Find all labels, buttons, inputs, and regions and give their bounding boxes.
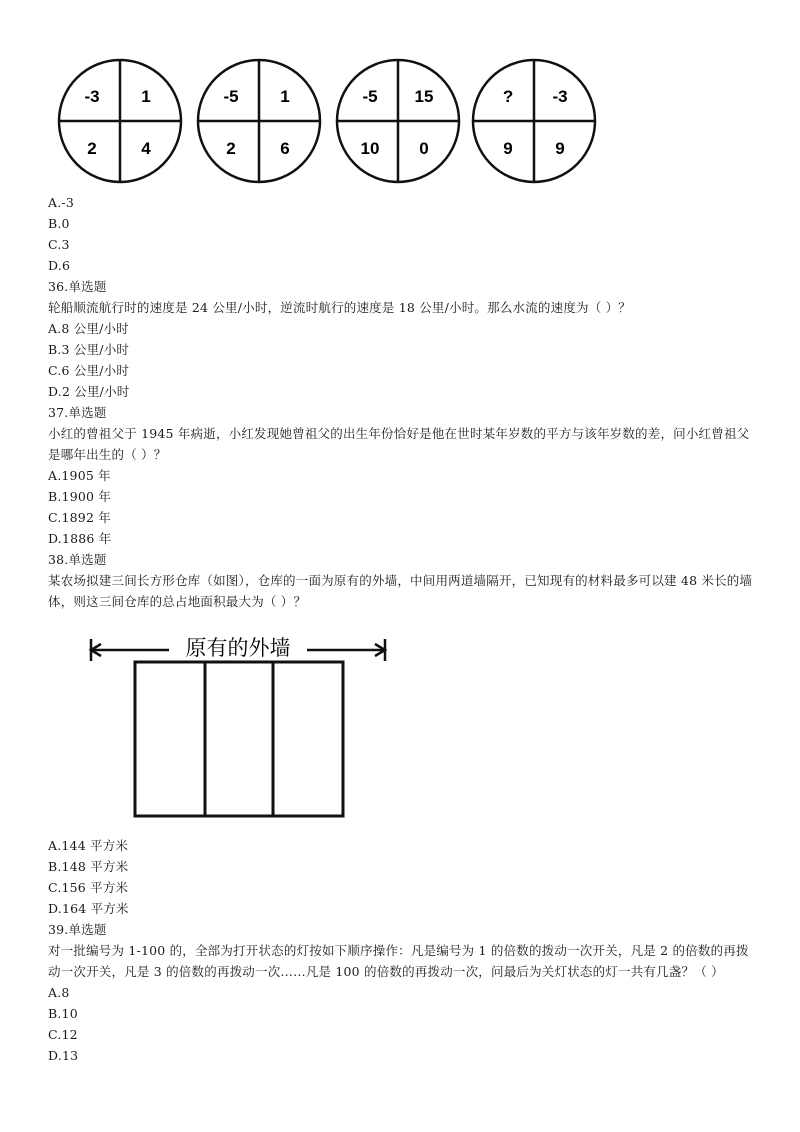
wall-label: 原有的外墙 bbox=[185, 636, 291, 660]
circle-2-top-left: -5 bbox=[223, 87, 239, 106]
circle-2-bottom-right: 6 bbox=[280, 139, 290, 158]
circle-2-top-right: 1 bbox=[280, 87, 290, 106]
q38-stem: 某农场拟建三间长方形仓库（如图），仓库的一面为原有的外墙，中间用两道墙隔开，已知现有的材料最多可以建 48 米长的墙体，则这三间仓库的总占地面积最大为（ ）？ bbox=[48, 573, 753, 609]
circle-3 bbox=[337, 60, 459, 182]
circle-4-bottom-left: 9 bbox=[503, 139, 513, 158]
q36-stem: 轮船顺流航行时的速度是 24 公里/小时，逆流时航行的速度是 18 公里/小时。那么水流的速度为（ ）？ bbox=[48, 300, 632, 315]
q38-options bbox=[48, 835, 129, 919]
q36-option-b: B.3 公里/小时 bbox=[48, 342, 130, 357]
q36-option-c: C.6 公里/小时 bbox=[48, 363, 130, 378]
q36-header: 36.单选题 bbox=[48, 279, 107, 294]
circle-4-top-right: -3 bbox=[552, 87, 568, 106]
q39-option-c: C.12 bbox=[48, 1027, 78, 1042]
circle-4 bbox=[473, 60, 595, 182]
circle-3-bottom-right: 0 bbox=[419, 139, 429, 158]
q38-header: 38.单选题 bbox=[48, 552, 107, 567]
q36-option-a: A.8 公里/小时 bbox=[48, 321, 129, 336]
q37-header: 37.单选题 bbox=[48, 405, 107, 420]
q37-option-c: C.1892 年 bbox=[48, 510, 111, 525]
question-39 bbox=[48, 919, 758, 1066]
circle-3-top-left: -5 bbox=[362, 87, 378, 106]
circle-1-top-right: 1 bbox=[141, 87, 151, 106]
q39-header: 39.单选题 bbox=[48, 922, 107, 937]
q37-option-d: D.1886 年 bbox=[48, 531, 112, 546]
q37-option-b: B.1900 年 bbox=[48, 489, 112, 504]
number-circles-figure bbox=[55, 55, 600, 187]
q37-option-a: A.1905 年 bbox=[48, 468, 111, 483]
question-37 bbox=[48, 402, 758, 549]
circle-1-top-left: -3 bbox=[84, 87, 100, 106]
question-36 bbox=[48, 276, 758, 402]
q36-option-d: D.2 公里/小时 bbox=[48, 384, 130, 399]
circle-1-bottom-left: 2 bbox=[87, 139, 97, 158]
circle-2-bottom-left: 2 bbox=[226, 139, 236, 158]
q35-option-a: A.-3 bbox=[48, 195, 74, 210]
q38-option-c: C.156 平方米 bbox=[48, 880, 129, 895]
warehouse-figure bbox=[85, 625, 395, 825]
question-38 bbox=[48, 549, 758, 612]
q38-option-d: D.164 平方米 bbox=[48, 901, 129, 916]
circle-4-top-left: ? bbox=[502, 87, 514, 106]
circle-3-bottom-left: 10 bbox=[360, 139, 380, 158]
circle-1-bottom-right: 4 bbox=[141, 139, 151, 158]
q39-option-d: D.13 bbox=[48, 1048, 79, 1063]
warehouse-outline bbox=[135, 662, 343, 816]
q39-option-a: A.8 bbox=[48, 985, 70, 1000]
circle-2 bbox=[198, 60, 320, 182]
q39-stem: 对一批编号为 1-100 的，全部为打开状态的灯按如下顺序操作：凡是编号为 1 的倍数的拨动一次开关，凡是 2 的倍数的再拨动一次开关，凡是 3 的倍数的再拨动一次……凡是 100 的倍数的再拨动一次，问最后为关灯状态的灯一共有几盏？（ ） bbox=[48, 943, 749, 979]
circle-1 bbox=[59, 60, 181, 182]
q35-option-c: C.3 bbox=[48, 237, 70, 252]
q38-option-b: B.148 平方米 bbox=[48, 859, 129, 874]
q39-option-b: B.10 bbox=[48, 1006, 78, 1021]
q35-option-d: D.6 bbox=[48, 258, 71, 273]
q35-options bbox=[48, 192, 74, 276]
q38-option-a: A.144 平方米 bbox=[48, 838, 129, 853]
q35-option-b: B.0 bbox=[48, 216, 70, 231]
circle-4-bottom-right: 9 bbox=[555, 139, 565, 158]
q37-stem: 小红的曾祖父于 1945 年病逝，小红发现她曾祖父的出生年份恰好是他在世时某年岁数的平方与该年岁数的差，问小红曾祖父是哪年出生的（ ）？ bbox=[48, 426, 750, 462]
circle-3-top-right: 15 bbox=[414, 87, 434, 106]
